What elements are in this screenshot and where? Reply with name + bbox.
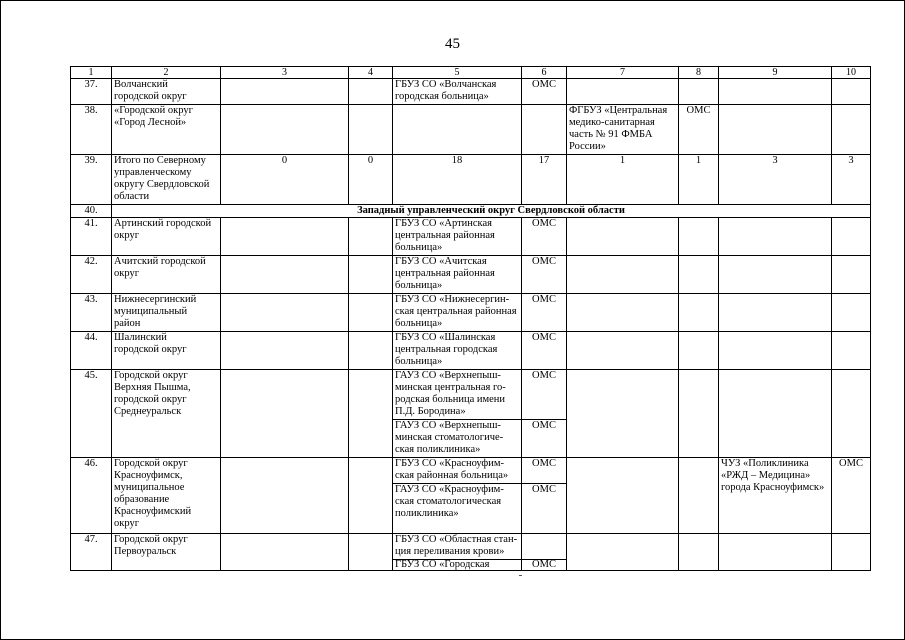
cell-col10 xyxy=(832,294,871,332)
municipality-cell: Ачитский городской округ xyxy=(112,256,221,294)
cell-col10 xyxy=(832,218,871,256)
oms-cell: ОМС xyxy=(522,332,567,370)
organization-cell: ГАУЗ СО «Верхнепыш- минская стоматологиче- ская поликлиника» xyxy=(393,420,522,458)
oms-cell: ОМС xyxy=(522,256,567,294)
organization-cell: ГАУЗ СО «Красноуфим- ская стоматологическая поликлиника» xyxy=(393,484,522,534)
oms-cell: ОМС xyxy=(522,458,567,484)
section-row xyxy=(71,205,871,218)
table-row xyxy=(71,294,871,332)
cell-col7 xyxy=(567,332,679,370)
cell-col9 xyxy=(719,294,832,332)
cell-col7 xyxy=(567,294,679,332)
municipality-cell: Городской округ Красноуфимск, муниципальное образование Красноуфимский округ xyxy=(112,458,221,534)
organization-cell: ГБУЗ СО «Ачитская центральная районная больница» xyxy=(393,256,522,294)
total-col8: 1 xyxy=(679,155,719,205)
organization-cell: ГАУЗ СО «Верхнепыш- минская центральная го- родская больница имени П.Д. Бородина» xyxy=(393,370,522,420)
row-number: 47. xyxy=(71,534,112,571)
cell-col7 xyxy=(567,534,679,571)
cell-col10 xyxy=(832,370,871,458)
cell-col3 xyxy=(221,256,349,294)
cell-col4 xyxy=(349,294,393,332)
row-number: 40. xyxy=(71,205,112,218)
row-number: 42. xyxy=(71,256,112,294)
column-header: 4 xyxy=(349,67,393,79)
cell-col9 xyxy=(719,218,832,256)
row-number: 44. xyxy=(71,332,112,370)
column-header: 10 xyxy=(832,67,871,79)
column-header: 6 xyxy=(522,67,567,79)
column-header: 5 xyxy=(393,67,522,79)
cell-col3 xyxy=(221,534,349,571)
cell-col7 xyxy=(567,218,679,256)
row-number: 41. xyxy=(71,218,112,256)
document-table xyxy=(70,66,871,571)
table-row xyxy=(71,155,871,205)
cell-col4 xyxy=(349,370,393,458)
oms-cell xyxy=(522,105,567,155)
cell-col10 xyxy=(832,256,871,294)
cell-col3 xyxy=(221,294,349,332)
cell-col8 xyxy=(679,79,719,105)
column-header: 7 xyxy=(567,67,679,79)
table-row xyxy=(71,256,871,294)
column-header: 3 xyxy=(221,67,349,79)
oms-cell: ОМС xyxy=(522,294,567,332)
oms-cell: ОМС xyxy=(522,560,567,571)
column-header: 2 xyxy=(112,67,221,79)
cell-col10 xyxy=(832,534,871,571)
row-number: 45. xyxy=(71,370,112,458)
cell-col4 xyxy=(349,218,393,256)
total-col7: 1 xyxy=(567,155,679,205)
total-col4: 0 xyxy=(349,155,393,205)
cell-col8 xyxy=(679,294,719,332)
cell-col9 xyxy=(719,370,832,458)
cell-col3 xyxy=(221,79,349,105)
scan-speck xyxy=(519,575,522,576)
private-oms-cell: ОМС xyxy=(832,458,871,534)
cell-col8 xyxy=(679,256,719,294)
organization-cell: ГБУЗ СО «Шалинская центральная городская больница» xyxy=(393,332,522,370)
total-col10: 3 xyxy=(832,155,871,205)
cell-col8 xyxy=(679,370,719,458)
page-number: 45 xyxy=(445,36,460,52)
cell-col8 xyxy=(679,332,719,370)
total-col9: 3 xyxy=(719,155,832,205)
oms-cell: ОМС xyxy=(522,79,567,105)
cell-col9 xyxy=(719,105,832,155)
section-title: Западный управленческий округ Свердловской области xyxy=(112,205,871,218)
cell-col9 xyxy=(719,256,832,294)
column-header: 1 xyxy=(71,67,112,79)
cell-col7 xyxy=(567,370,679,458)
organization-cell: ГБУЗ СО «Артинская центральная районная больница» xyxy=(393,218,522,256)
table-row xyxy=(71,458,871,484)
cell-col3 xyxy=(221,218,349,256)
table-row xyxy=(71,332,871,370)
federal-oms-cell: ОМС xyxy=(679,105,719,155)
organization-cell: ГБУЗ СО «Волчанская городская больница» xyxy=(393,79,522,105)
municipality-cell: Артинский городской округ xyxy=(112,218,221,256)
total-col6: 17 xyxy=(522,155,567,205)
oms-cell: ОМС xyxy=(522,420,567,458)
organization-cell xyxy=(393,105,522,155)
column-header: 9 xyxy=(719,67,832,79)
cell-col9 xyxy=(719,79,832,105)
table-row xyxy=(71,218,871,256)
row-number: 37. xyxy=(71,79,112,105)
row-number: 43. xyxy=(71,294,112,332)
column-header: 8 xyxy=(679,67,719,79)
cell-col3 xyxy=(221,370,349,458)
table-row xyxy=(71,79,871,105)
cell-col3 xyxy=(221,458,349,534)
cell-col8 xyxy=(679,218,719,256)
municipality-cell: Городской округ Верхняя Пышма, городской округ Среднеуральск xyxy=(112,370,221,458)
total-col5: 18 xyxy=(393,155,522,205)
private-organization-cell: ЧУЗ «Поликлиника «РЖД – Медицина» города Красноуфимск» xyxy=(719,458,832,534)
municipality-cell: Волчанский городской округ xyxy=(112,79,221,105)
oms-cell: ОМС xyxy=(522,370,567,420)
table-row xyxy=(71,105,871,155)
cell-col8 xyxy=(679,458,719,534)
municipality-cell: Городской округ Первоуральск xyxy=(112,534,221,571)
cell-col8 xyxy=(679,534,719,571)
row-number: 38. xyxy=(71,105,112,155)
federal-organization-cell: ФГБУЗ «Центральная медико-санитарная часть № 91 ФМБА России» xyxy=(567,105,679,155)
cell-col4 xyxy=(349,256,393,294)
cell-col4 xyxy=(349,332,393,370)
cell-col9 xyxy=(719,534,832,571)
municipality-cell: «Городской округ «Город Лесной» xyxy=(112,105,221,155)
cell-col7 xyxy=(567,79,679,105)
municipality-cell: Итого по Северному управленческому округу Свердловской области xyxy=(112,155,221,205)
oms-cell: ОМС xyxy=(522,218,567,256)
municipality-cell: Нижнесергинский муниципальный район xyxy=(112,294,221,332)
cell-col4 xyxy=(349,105,393,155)
cell-col10 xyxy=(832,79,871,105)
cell-col4 xyxy=(349,79,393,105)
row-number: 39. xyxy=(71,155,112,205)
column-number-row xyxy=(71,67,871,79)
organization-cell: ГБУЗ СО «Областная стан- ция переливания крови» xyxy=(393,534,522,560)
organization-cell: ГБУЗ СО «Городская xyxy=(393,560,522,571)
table-row xyxy=(71,370,871,420)
municipality-cell: Шалинский городской округ xyxy=(112,332,221,370)
cell-col4 xyxy=(349,458,393,534)
cell-col3 xyxy=(221,105,349,155)
organization-cell: ГБУЗ СО «Нижнесергин- ская центральная районная больница» xyxy=(393,294,522,332)
oms-cell xyxy=(522,534,567,560)
table-row xyxy=(71,534,871,560)
total-col3: 0 xyxy=(221,155,349,205)
cell-col7 xyxy=(567,256,679,294)
cell-col9 xyxy=(719,332,832,370)
cell-col3 xyxy=(221,332,349,370)
cell-col4 xyxy=(349,534,393,571)
cell-col7 xyxy=(567,458,679,534)
cell-col10 xyxy=(832,105,871,155)
cell-col10 xyxy=(832,332,871,370)
organization-cell: ГБУЗ СО «Красноуфим- ская районная больница» xyxy=(393,458,522,484)
row-number: 46. xyxy=(71,458,112,534)
oms-cell: ОМС xyxy=(522,484,567,534)
